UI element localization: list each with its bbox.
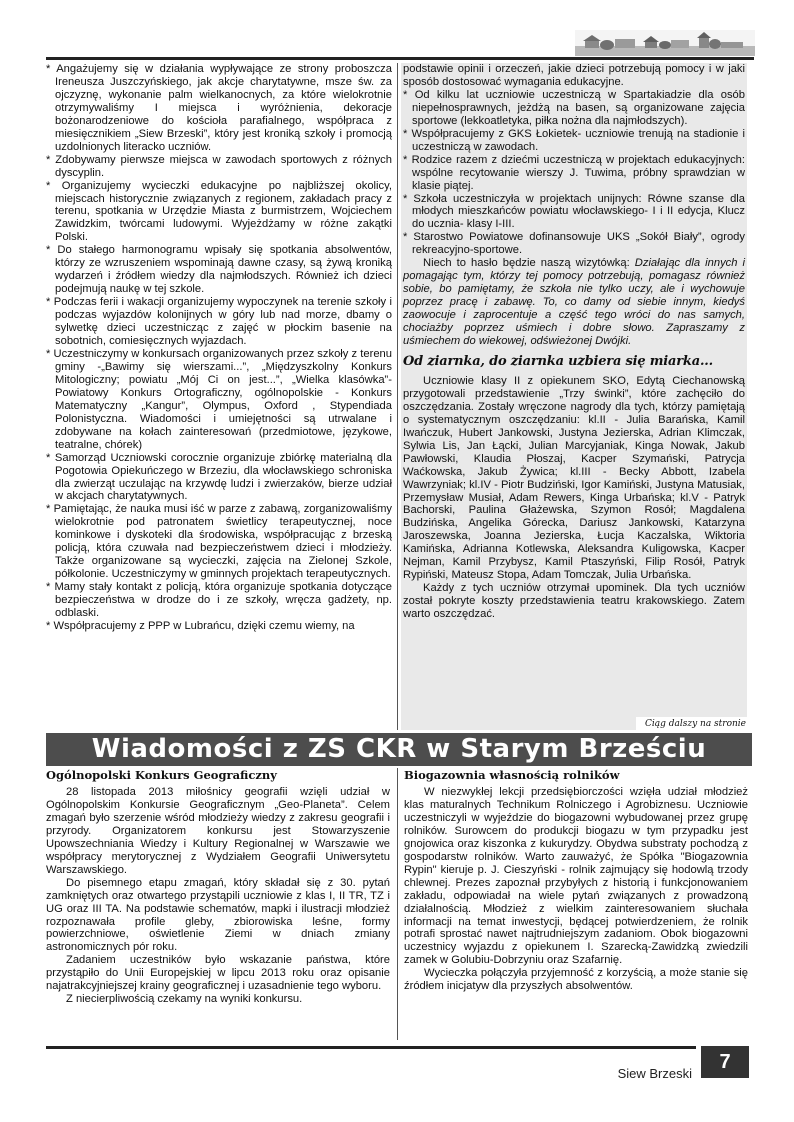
section-banner-title: Wiadomości z ZS CKR w Starym Brześciu [46, 733, 752, 766]
bullet-text: Współpracujemy z PPP w Lubrańcu, dzięki czemu wiemy, na [53, 619, 355, 632]
bullet-text: Samorząd Uczniowski corocznie organizuje zbiórkę materialną dla Pogotowia Opiekuńczego w Brzeziu, dla włocławskiego schroniska dla zwierząt uczulając na krzywdę ludzi i zwierzaków, bierze udział w akcjach charytatywnych. [54, 451, 392, 503]
bullet-item: * Uczestniczymy w konkursach organizowanych przez szkoły z terenu gminy -„Bawimy się wierszami...”, „Międzyszkolny Konkurs Mitologiczny; powiatu „Mój Ci on jest...”, „Wielka klasówka”- Powiatowy Konkurs Ortograficzny, ogólnopolskie - Konkurs Matematyczny „Kangur”, Olympus, Oxford , Stypendiada Polonistyczna. Wiadomości i umiejętności są utrwalane i zdobywane na kołach zainteresowań (przedmiotowe, językowe, teatralne, chórek) [46, 347, 392, 451]
bullet-item: * Szkoła uczestniczyła w projektach unijnych: Równe szanse dla młodych mieszkańców powiatu włocławskiego- I i II edycja, Klucz do ucznia- klasy I-III. [403, 192, 745, 231]
bullet-text: Pamiętając, że nauka musi iść w parze z zabawą, zorganizowaliśmy wielokrotnie pod patronatem świetlicy terapeutycznej, noce kominkowe i dyskoteki dla środowiska, współpracując z brzeską policją, która czuwała nad bezpieczeństwem dzieci i młodzieży. Także organizowane są wycieczki, zajęcia na Zielonej Szkole, półkolonie. Uczestniczymy w gminnych projektach terapeutycznych. [53, 503, 392, 581]
right-article-heading: Biogazownia własnością rolników [404, 768, 620, 782]
paragraph: Uczniowie klasy II z opiekunem SKO, Edytą Ciechanowską przygotowali przedstawienie „Trzy świnki”, które zachęciło do oszczędzania. Zostały wręczone nagrody dla tych, którzy pamiętają o systematycznym oszczędzaniu: kl.II - Julia Barańska, Kamil Iwańczuk, Hubert Jankowski, Justyna Jezierska, Adrian Klimczak, Sylwia Lis, Jan Łącki, Julian Marcyjaniak, Kinga Nowak, Jakub Pawłowski, Klaudia Płoszaj, Kacper Szymański, Patrycja Waćkowska, Jakub Żywica; kl.III - Becky Abbott, Izabela Wawrzyniak; kl.IV - Piotr Budziński, Igor Kamiński, Justyna Matusiak, Przemysław Musiał, Adam Rewers, Kinga Urbańska; kl.V - Patryk Bachorski, Paulina Głażewska, Szymon Rosół; Magdalena Budzińska, Angelika Górecka, Dariusz Jankowski, Katarzyna Jaroszewska, Joanna Jezierska, Łucja Kaczalska, Wiktoria Kamińska, Adrianna Kotlewska, Aleksandra Kuligowska, Kacper Nejman, Kamil Przybysz, Kamil Ptaszyński, Filip Rosół, Patryk Rypiński, Mateusz Stopa, Adam Tomczak, Julia Urbańska. [403, 374, 745, 582]
bullet-text: Organizujemy wycieczki edukacyjne po najbliższej okolicy, miejscach historycznie związanych z regionem, zakładach pracy z terenu, spotkania w Urzędzie Miasta z burmistrzem, Wojciechem Zawidzkim, twórcami ludowymi. Wyjeżdżamy w różne zakątki Polski. [55, 179, 392, 244]
bullet-text: Do stałego harmonogramu wpisały się spotkania absolwentów, którzy ze wzruszeniem wspominają dawne czasy, są żywą kroniką wydarzeń i źródłem wiedzy dla najmłodszych. Również ich dzieci podejmują naukę w tej szkole. [55, 244, 392, 296]
subheading: Od ziarnka, do ziarnka uzbiera się miarka... [403, 353, 713, 369]
bullet-text: Współpracujemy z GKS Łokietek- uczniowie trenują na stadionie i uczestniczą w zawodach. [411, 127, 745, 153]
bullet-text: Uczestniczymy w konkursach organizowanych przez szkoły z terenu gminy -„Bawimy się wierszami...”, „Międzyszkolny Konkurs Mitologiczny; powiatu „Mój Ci on jest...”, „Wielka klasówka”- Powiatowy Konkurs Ortograficzny, ogólnopolskie - Konkurs Matematyczny „Kangur”, Olympus, Oxford , Stypendiada Polonistyczna. Wiadomości i umiejętności są utrwalane i zdobywane na kołach zainteresowań (przedmiotowe, językowe, teatralne, chórek) [53, 347, 392, 451]
bullet-item: * Współpracujemy z PPP w Lubrańcu, dzięki czemu wiemy, na [46, 619, 355, 632]
bullet-item: * Współpracujemy z GKS Łokietek- uczniowie trenują na stadionie i uczestniczą w zawodach. [403, 127, 745, 153]
geography-contest-article [46, 786, 390, 1041]
bullet-item: * Samorząd Uczniowski corocznie organizuje zbiórkę materialną dla Pogotowia Opiekuńczego w Brzeziu, dla włocławskiego schroniska dla zwierząt uczulając na krzywdę ludzi i zwierzaków, bierze udział w akcjach charytatywnych. [46, 451, 392, 503]
paragraph: 28 listopada 2013 miłośnicy geografii wzięli udział w Ogólnopolskim Konkursie Geograficznym „Geo-Planeta”. Celem zmagań było szerzenie wśród młodzieży wiedzy z zakresu geografii i przyrody. Organizatorem konkursu jest Stowarzyszenie Upowszechniania Wiedzy i Kultury Regionalnej w Warszawie we współpracy merytorycznej z Wydziałem Geografii Uniwersytetu Warszawskiego. [46, 786, 390, 876]
paragraph: Do pisemnego etapu zmagań, który składał się z 30. pytań zamkniętych oraz otwartego przystąpili uczniowie z klas I, II TR, TZ i UG oraz III TA. Na podstawie schematów, mapki i ilustracji młodzież rozpoznawała profile gleby, zbiorowiska leśne, formy powierzchniowe, oświetlenie Ziemi w dniach zmiany astronomicznych pór roku. [46, 876, 390, 954]
article-column-right-top [401, 63, 747, 730]
article-column-left-top [46, 63, 392, 730]
bullet-text: Angażujemy się w działania wypływające ze strony proboszcza Ireneusza Juszczyńskiego, jak akcje charytatywne, msze św. za ojczyznę, wykonanie palm wielkanocnych, za które wielokrotnie otrzymywaliśmy I miejsca i wyróżnienia, dekoracje bożonarodzeniowe do kościoła parafialnego, współpraca z miesięcznikiem „Siew Brzeski”, który jest kroniką szkoły i promocją uzdolnionych literacko uczniów. [55, 63, 392, 153]
column-divider-top [397, 63, 398, 730]
column-divider-bottom [397, 768, 398, 1040]
bullet-item: * Do stałego harmonogramu wpisały się spotkania absolwentów, którzy ze wzruszeniem wspominają dawne czasy, są żywą kroniką wydarzeń i źródłem wiedzy dla najmłodszych. Również ich dzieci podejmują naukę w tej szkole. [46, 244, 392, 296]
bullet-text: Szkoła uczestniczyła w projektach unijnych: Równe szanse dla młodych mieszkańców powiatu włocławskiego- I i II edycja, Klucz do ucznia- klasy I-III. [412, 192, 745, 231]
bullet-text: Podczas ferii i wakacji organizujemy wypoczynek na terenie szkoły i podczas wyjazdów kolonijnych w góry lub nad morze, dbamy o sylwetkę dzieci uczestnicząc z zajęć w płockim basenie na sobotnich, comiesięcznych wyjazdach. [53, 296, 392, 348]
continued-note: Ciąg dalszy na stronie [636, 717, 748, 731]
paragraph: Każdy z tych uczniów otrzymał upominek. Dla tych uczniów został pokryte koszty przedstawienia teatru krakowskiego. Zatem warto oszczędzać. [403, 582, 745, 621]
motto-intro: Niech to hasło będzie naszą wizytówką: [423, 257, 635, 270]
left-article-heading: Ogólnopolski Konkurs Geograficzny [46, 768, 277, 782]
motto-quote: Działając dla innych i pomagając tym, którzy tej pomocy potrzebują, pomagasz również sobie, bo pamiętamy, że szkoła nie tylko uczy, ale i wychowuje poprzez pracę i zabawę. To, co damy od siebie innym, kiedyś zaowocuje i zaprocentuje a część tego wróci do nas samych, chociażby poprzez uśmiech i dobre słowo. Zapraszamy z uśmiechem do wiekowej, odświeżonej Dwójki. [403, 257, 745, 348]
bottom-rule [46, 1046, 696, 1049]
bullet-item: * Mamy stały kontakt z policją, która organizuje spotkania dotyczące bezpieczeństwa w drodze do i ze szkoły, wręcza gadżety, np. odblaski. [46, 581, 392, 620]
bullet-item: * Rodzice razem z dziećmi uczestniczą w projektach edukacyjnych: wspólne recytowanie wierszy J. Tuwima, próbny sprawdzian w klasie piątej. [403, 153, 745, 192]
bullet-text: Starostwo Powiatowe dofinansowuje UKS „Sokół Biały”, ogrody rekreacyjno-sportowe. [412, 231, 745, 257]
bullet-text: Od kilku lat uczniowie uczestniczą w Spartakiadzie dla osób niepełnosprawnych, jeżdżą na basen, są organizowane zajęcia sportowe (lekkoatletyka, piłka nożna dla najmłodszych). [412, 88, 745, 127]
top-rule [46, 57, 754, 60]
motto-paragraph [403, 257, 745, 348]
page-number: 7 [701, 1046, 749, 1078]
bullet-text: Rodzice razem z dziećmi uczestniczą w projektach edukacyjnych: wspólne recytowanie wierszy J. Tuwima, próbny sprawdzian w klasie piątej. [411, 153, 745, 192]
paragraph: Wycieczka połączyła przyjemność z korzyścią, a może stanie się źródłem inicjatyw dla przyszłych absolwentów. [404, 967, 748, 993]
bullet-item: * Angażujemy się w działania wypływające ze strony proboszcza Ireneusza Juszczyńskiego, jak akcje charytatywne, msze św. za ojczyznę, wykonanie palm wielkanocnych, za które wielokrotnie otrzymywaliśmy I miejsca i wyróżnienia, dekoracje bożonarodzeniowe do kościoła parafialnego, współpraca z miesięcznikiem „Siew Brzeski”, który jest kroniką szkoły i promocją uzdolnionych literacko uczniów. [46, 63, 392, 153]
paragraph: Zadaniem uczestników było wskazanie państwa, które przystąpiło do Unii Europejskiej w lipcu 2013 roku oraz opisanie najatrakcyjniejszej krainy geograficznej i uzasadnienie tego wyboru. [46, 954, 390, 993]
paragraph: Z niecierpliwością czekamy na wyniki konkursu. [66, 993, 303, 1006]
paragraph: podstawie opinii i orzeczeń, jakie dzieci potrzebują pomocy i w jaki sposób dostosować wymagania edukacyjne. [403, 63, 745, 88]
bullet-text: Zdobywamy pierwsze miejsca w zawodach sportowych z różnych dyscyplin. [55, 153, 392, 179]
header-photo-strip [575, 30, 755, 56]
bullet-item: * Podczas ferii i wakacji organizujemy wypoczynek na terenie szkoły i podczas wyjazdów kolonijnych w góry lub nad morze, dbamy o sylwetkę dzieci uczestnicząc z zajęć w płockim basenie na sobotnich, comiesięcznych wyjazdach. [46, 296, 392, 348]
bullet-text: Mamy stały kontakt z policją, która organizuje spotkania dotyczące bezpieczeństwa w drodze do i ze szkoły, wręcza gadżety, np. odblaski. [54, 581, 392, 620]
bullet-item: * Starostwo Powiatowe dofinansowuje UKS „Sokół Biały”, ogrody rekreacyjno-sportowe. [403, 231, 745, 257]
town-skyline-image [575, 30, 755, 56]
paragraph: W niezwykłej lekcji przedsiębiorczości wzięła udział młodzież klas maturalnych Technikum Rolniczego i Agrobiznesu. Uczniowie uczestniczyli w wyjeździe do biogazowni wybudowanej przez grupę rolników. Surowcem do produkcji biogazu w tym przypadku jest gnojowica oraz kiszonka z kukurydzy. Obydwa substraty pochodzą z gospodarstw rolników. Warto zauważyć, że Spółka "Biogazownia Rypin" kieruje p. J. Cieszyński - rolnik zajmujący się hodowlą trzody chlewnej. Prezes zapoznał przybyłych z historią i funkcjonowaniem zakładu, odpowiadał na wiele pytań związanych z prowadzoną działalnością. Młodzież z wielkim zainteresowaniem słuchała informacji na temat inwestycji, będącej potwierdzeniem, że rolnik potrafi sprostać nawet najtrudniejszym zadaniom. Obok biogazowni uczestnicy wyjazdu z opiekunem I. Szarecką-Zawidzką zwiedzili zamek w Golubiu-Dobrzyniu oraz Szafarnię. [404, 786, 748, 967]
biogas-plant-article [404, 786, 748, 1041]
bullet-item: * Organizujemy wycieczki edukacyjne po najbliższej okolicy, miejscach historycznie związanych z regionem, zakładach pracy z terenu, spotkania w Urzędzie Miasta z burmistrzem, Wojciechem Zawidzkim, twórcami ludowymi. Wyjeżdżamy w różne zakątki Polski. [46, 179, 392, 244]
bullet-item: * Pamiętając, że nauka musi iść w parze z zabawą, zorganizowaliśmy wielokrotnie pod patronatem świetlicy terapeutycznej, noce kominkowe i dyskoteki dla środowiska, współpracując z brzeską policją, która czuwała nad bezpieczeństwem dzieci i młodzieży. Także organizowane są wycieczki, zajęcia na Zielonej Szkole, półkolonie. Uczestniczymy w gminnych projektach terapeutycznych. [46, 503, 392, 581]
bullet-item: * Od kilku lat uczniowie uczestniczą w Spartakiadzie dla osób niepełnosprawnych, jeżdżą na basen, są organizowane zajęcia sportowe (lekkoatletyka, piłka nożna dla najmłodszych). [403, 88, 745, 127]
publication-name: Siew Brzeski [617, 1066, 692, 1081]
bullet-item: * Zdobywamy pierwsze miejsca w zawodach sportowych z różnych dyscyplin. [46, 153, 392, 179]
